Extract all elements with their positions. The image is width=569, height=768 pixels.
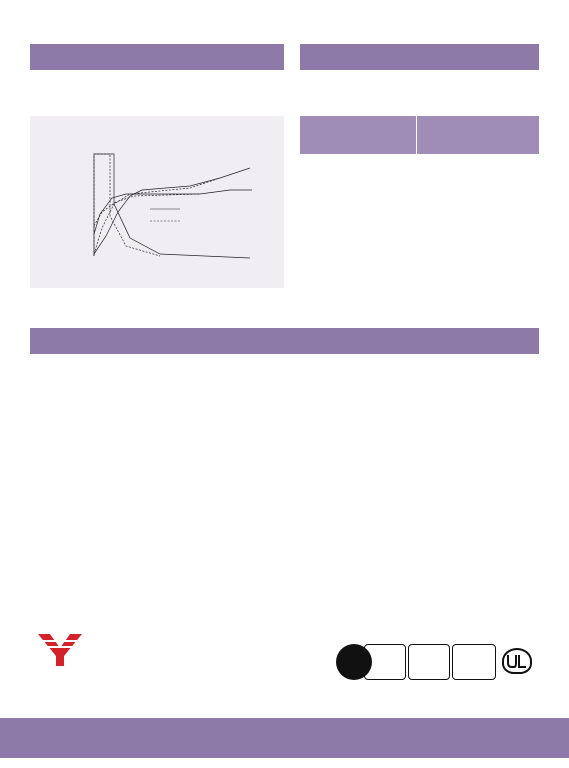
ul-mark-icon — [502, 648, 532, 674]
cert-block — [336, 640, 536, 688]
charge-section-title — [30, 44, 284, 70]
iso-45001-badge — [452, 644, 496, 680]
iso-14001-badge — [408, 644, 450, 680]
discharge-section-title — [300, 44, 539, 70]
discharge-table — [300, 116, 539, 154]
charge-chart-svg — [30, 116, 284, 288]
iso-9001-badge — [364, 644, 406, 680]
rec-title — [30, 514, 34, 527]
current-curve — [94, 154, 250, 258]
charge-chart — [30, 116, 284, 288]
yuasa-logo — [36, 632, 84, 688]
footer-bar — [0, 718, 569, 758]
yuasa-logo-mark — [36, 632, 84, 668]
disc-h1 — [300, 116, 416, 154]
company-info — [104, 622, 324, 652]
disc-h2 — [416, 116, 539, 154]
current-curve-50 — [94, 154, 160, 256]
charge-curve-50 — [94, 178, 220, 254]
cw-section-title — [30, 328, 539, 354]
